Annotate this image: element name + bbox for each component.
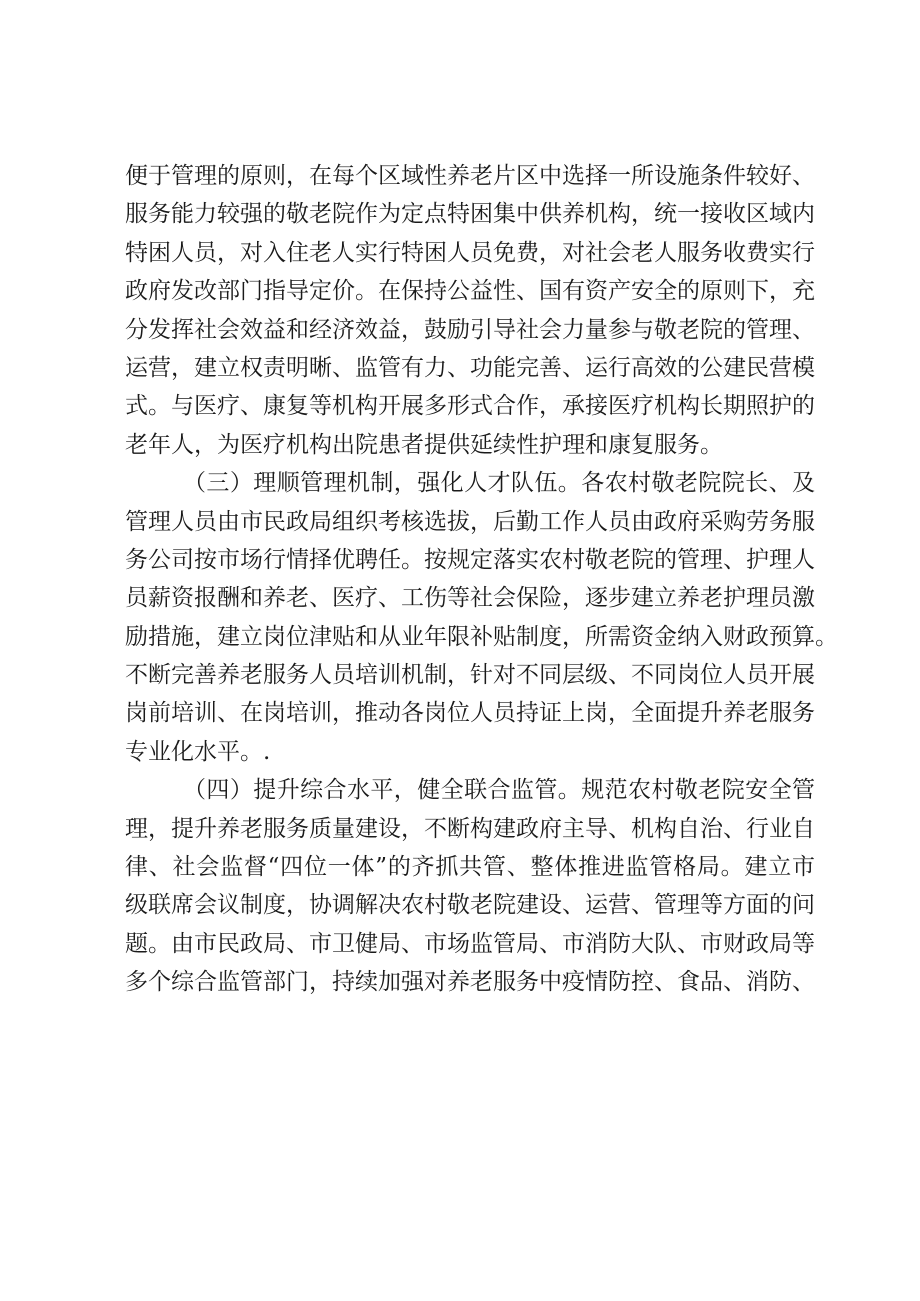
paragraph-line: 式。与医疗、康复等机构开展多形式合作，承接医疗机构长期照护的 xyxy=(125,393,815,420)
paragraph-line: 服务能力较强的敬老院作为定点特困集中供养机构，统一接收区域内 xyxy=(125,201,815,228)
section-heading-line: （三）理顺管理机制，强化人才队伍。各农村敬老院院长、及 xyxy=(183,470,815,497)
paragraph-line: 理，提升养老服务质量建设，不断构建政府主导、机构自治、行业自 xyxy=(125,815,815,842)
paragraph-line: 多个综合监管部门，持续加强对养老服务中疫情防控、食品、消防、 xyxy=(125,969,815,996)
paragraph-line: 专业化水平。. xyxy=(125,738,271,765)
paragraph-line: 题。由市民政局、市卫健局、市场监管局、市消防大队、市财政局等 xyxy=(125,930,815,957)
paragraph-line: 务公司按市场行情择优聘任。按规定落实农村敬老院的管理、护理人 xyxy=(125,546,815,573)
paragraph-line: 励措施，建立岗位津贴和从业年限补贴制度，所需资金纳入财政预算。 xyxy=(125,623,838,650)
paragraph-line: 岗前培训、在岗培训，推动各岗位人员持证上岗，全面提升养老服务 xyxy=(125,700,815,727)
paragraph-line: 不断完善养老服务人员培训机制，针对不同层级、不同岗位人员开展 xyxy=(125,662,815,689)
paragraph-line: 分发挥社会效益和经济效益，鼓励引导社会力量参与敬老院的管理、 xyxy=(125,316,815,343)
paragraph-line: 运营，建立权责明晰、监管有力、功能完善、运行高效的公建民营模 xyxy=(125,354,815,381)
paragraph-line: 律、社会监督“四位一体”的齐抓共管、整体推进监管格局。建立市 xyxy=(125,854,815,881)
paragraph-line: 员薪资报酬和养老、医疗、工伤等社会保险，逐步建立养老护理员激 xyxy=(125,585,815,612)
section-heading-line: （四）提升综合水平，健全联合监管。规范农村敬老院安全管 xyxy=(183,777,815,804)
paragraph-line: 级联席会议制度，协调解决农村敬老院建设、运营、管理等方面的问 xyxy=(125,892,815,919)
paragraph-line: 政府发改部门指导定价。在保持公益性、国有资产安全的原则下，充 xyxy=(125,278,815,305)
paragraph-line: 便于管理的原则，在每个区域性养老片区中选择一所设施条件较好、 xyxy=(125,163,815,189)
paragraph-line: 老年人，为医疗机构出院患者提供延续性护理和康复服务。 xyxy=(125,431,723,458)
paragraph-line: 管理人员由市民政局组织考核选拔，后勤工作人员由政府采购劳务服 xyxy=(125,508,815,535)
paragraph-line: 特困人员，对入住老人实行特困人员免费，对社会老人服务收费实行 xyxy=(125,239,815,266)
document-body xyxy=(125,157,838,1002)
